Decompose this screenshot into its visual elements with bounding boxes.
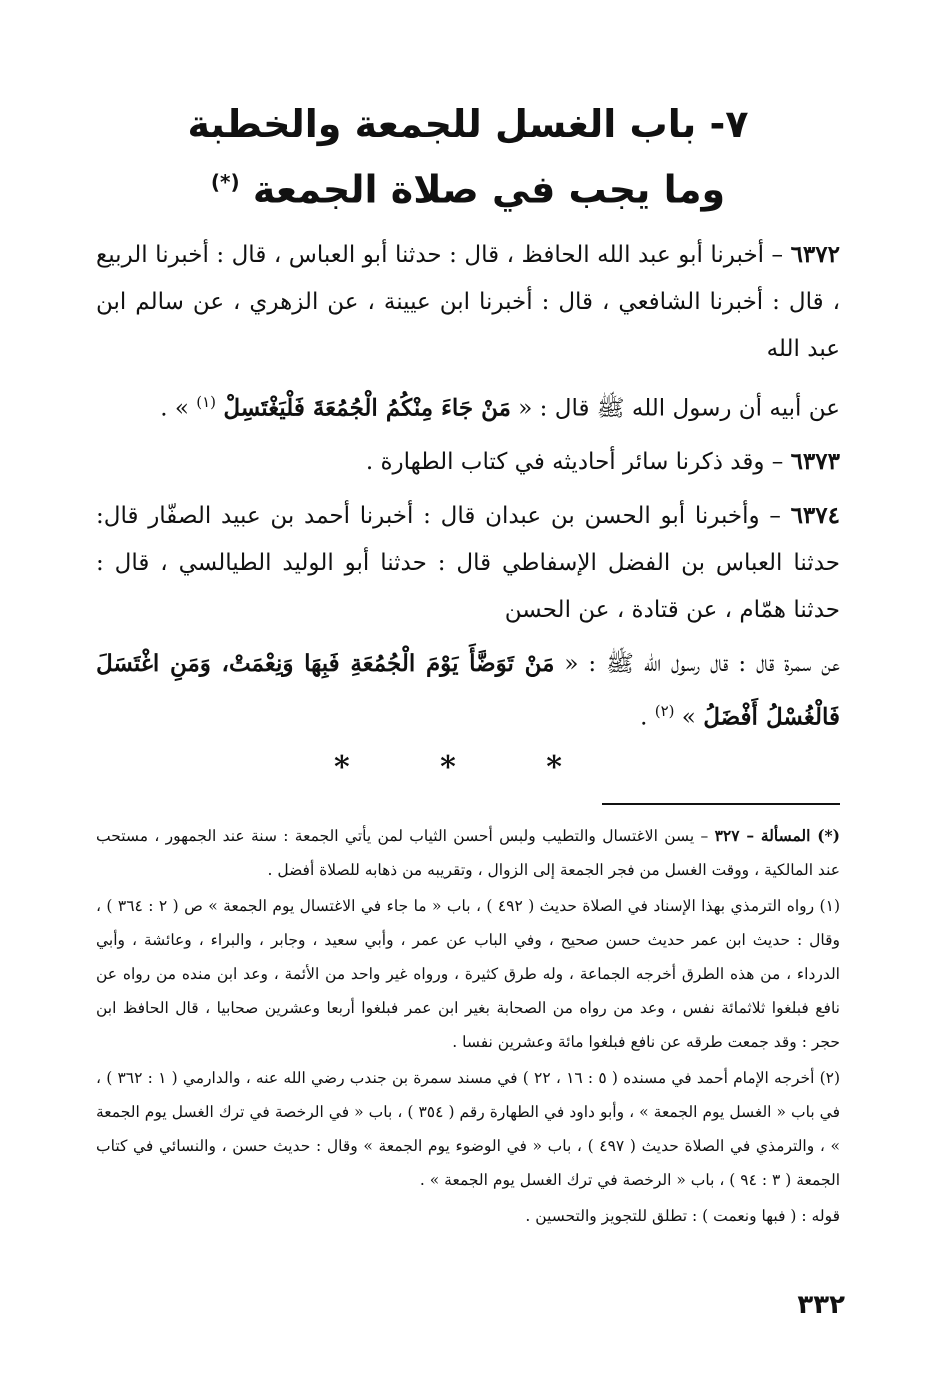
hadith-body [96, 231, 840, 742]
footnote-text: – يسن الاغتسال والتطيب ولبس أحسن الثياب لمن يأتي الجمعة : سنة عند الجمهور ، مستحب عند المالكية ، ووقت الغسل من فجر الجمعة إلى الزوال ، وتقريبه من ذهابه للصلاة أفضل . [96, 826, 840, 879]
section-separator: * * * [334, 749, 602, 785]
footnote-text: رواه الترمذي بهذا الإسناد في الصلاة حديث ( ٤٩٢ ) ، باب « ما جاء في الاغتسال يوم الجمعة » ص ( ٢ : ٣٦٤ ) ، وقال : حديث ابن عمر حديث حسن صحيح ، وفي الباب عن عمر ، وأبي سعيد ، وجابر ، والبراء ، وعائشة ، وأبي الدرداء ، من هذه الطرق أخرجه الجماعة ، وله طرق كثيرة ، ورواه غير واحد من الأئمة ، وعد ابن منده من رواه عن نافع فبلغوا ثلاثمائة نفس ، وعد من رواه من الصحابة بغير ابن عمر فبلغوا أربعا وعشرين صحابيا ، قال الحافظ ابن حجر : وقد جمعت طرقه عن نافع فبلغوا مائة وعشرين نفسا . [96, 896, 840, 1051]
footnote-ref-1: (١) [196, 392, 216, 411]
page-content [96, 95, 840, 1235]
hadith-6373 [96, 438, 840, 486]
footnote-star [96, 819, 840, 887]
footnote-text: أخرجه الإمام أحمد في مسنده ( ٥ : ١٦ ، ٢٢ ) في مسند سمرة بن جندب رضي الله عنه ، والدارمي ( ١ : ٣٦٢ ) ، في باب « الغسل يوم الجمعة » ، وأبو داود في الطهارة رقم ( ٣٥٤ ) ، باب « في الرخصة في ترك الغسل يوم الجمعة » ، والترمذي في الصلاة حديث ( ٤٩٧ ) ، باب « في الوضوء يوم الجمعة » وقال : حديث حسن ، والنسائي في كتاب الجمعة ( ٣ : ٩٤ ) ، باب « الرخصة في ترك الغسل يوم الجمعة » . [96, 1068, 840, 1189]
hadith-quote: مَنْ تَوَضَّأَ يَوْمَ الْجُمُعَةِ فَبِهَا وَنِعْمَتْ، وَمَنِ اغْتَسَلَ فَالْغُسْلُ أَفْضَلُ [96, 650, 840, 731]
hadith-text-after: » [674, 704, 704, 731]
footnote-heading: المسألة – ٣٢٧ [714, 825, 818, 845]
hadith-text-before: عن أبيه أن رسول الله ﷺ قال : « [510, 395, 840, 422]
footnote-marker: (١) [819, 896, 840, 915]
footnote-2 [96, 1061, 840, 1197]
footnote-1 [96, 889, 840, 1059]
chapter-title-line2-wrap [96, 153, 840, 219]
footnote-marker: (٢) [819, 1068, 841, 1087]
footnote-note: قوله : ( فبها ونعمت ) : تطلق للتجويز والتحسين . [525, 1206, 840, 1225]
hadith-text: – وقد ذكرنا سائر أحاديثه في كتاب الطهارة . [365, 449, 791, 476]
footnotes [96, 819, 840, 1233]
hadith-quote: مَنْ جَاءَ مِنْكُمُ الْجُمُعَةَ فَلْيَغْتَسِلْ [223, 394, 511, 422]
footnote-marker: (*) [817, 825, 840, 845]
hadith-chain-text: – أخبرنا أبو عبد الله الحافظ ، قال : حدثنا أبو العباس ، قال : أخبرنا الربيع ، قال : أخبرنا الشافعي ، قال : أخبرنا ابن عيينة ، عن الزهري ، عن سالم ابن عبد الله [96, 241, 840, 362]
hadith-number: ٦٣٧٢ [790, 240, 840, 268]
hadith-6372-chain [96, 231, 840, 373]
hadith-end: . [640, 704, 655, 731]
chapter-footnote-marker: (*) [210, 170, 240, 194]
chapter-title-line1: ٧- باب الغسل للجمعة والخطبة [187, 102, 749, 146]
chapter-title-line2: وما يجب في صلاة الجمعة [252, 167, 726, 212]
hadith-text-before: عن سمرة قال : قال رسول الله ﷺ : « [554, 651, 840, 678]
page-number: ٣٣٢ [797, 1290, 845, 1320]
chapter-title [96, 95, 840, 219]
footnote-divider [602, 803, 840, 805]
hadith-chain-text: – وأخبرنا أبو الحسن بن عبدان قال : أخبرنا أحمد بن عبيد الصفّار قال: حدثنا العباس بن الفضل الإسفاطي قال : حدثنا أبو الوليد الطيالسي ، قال : حدثنا همّام ، عن قتادة ، عن الحسن [96, 503, 840, 624]
hadith-6374-text [96, 640, 840, 742]
hadith-6372-text [96, 379, 840, 433]
hadith-6374-chain [96, 492, 840, 634]
footnote-ref-2: (٢) [654, 702, 675, 721]
hadith-number: ٦٣٧٣ [790, 448, 840, 476]
hadith-number: ٦٣٧٤ [790, 502, 840, 530]
hadith-text-after: » . [160, 395, 197, 422]
